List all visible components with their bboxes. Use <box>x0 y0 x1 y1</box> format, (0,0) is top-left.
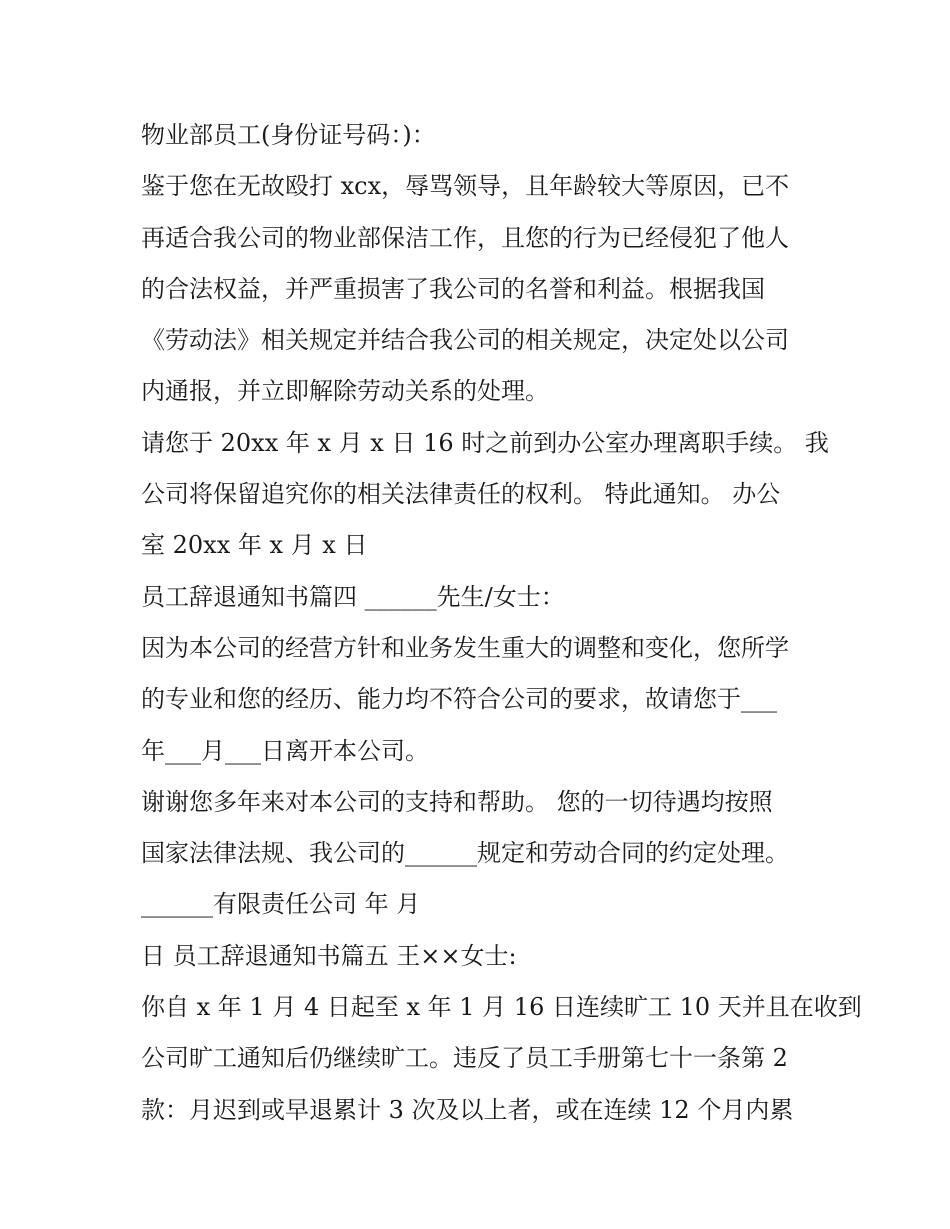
text-line: 物业部员工(身份证号码：)： <box>141 121 436 149</box>
section-heading: 日 员工辞退通知书篇五 王××女士: <box>141 941 517 970</box>
text-line: 公司旷工通知后仍继续旷工。违反了员工手册第七十一条第 2 <box>141 1044 788 1073</box>
text-line: 内通报，并立即解除劳动关系的处理。 <box>141 377 549 406</box>
text-line: 你自 x 年 1 月 4 日起至 x 年 1 月 16 日连续旷工 10 天并且在收到 <box>141 993 862 1022</box>
text-line: ______有限责任公司 年 月 <box>141 890 421 919</box>
text-line: 《劳动法》相关规定并结合我公司的相关规定，决定处以公司 <box>141 326 789 355</box>
text-line: 年___月___日离开本公司。 <box>141 736 429 765</box>
text-line: 公司将保留追究你的相关法律责任的权利。 特此通知。 办公 <box>141 480 781 509</box>
text-line: 国家法律法规、我公司的______规定和劳动合同的约定处理。 <box>141 839 789 868</box>
text-line: 谢谢您多年来对本公司的支持和帮助。 您的一切待遇均按照 <box>141 787 773 816</box>
text-line: 鉴于您在无故殴打 xcx，辱骂领导，且年龄较大等原因，已不 <box>141 172 790 201</box>
text-line: 的专业和您的经历、能力均不符合公司的要求，故请您于___ <box>141 685 777 714</box>
text-line: 再适合我公司的物业部保洁工作，且您的行为已经侵犯了他人 <box>141 223 789 252</box>
text-line: 因为本公司的经营方针和业务发生重大的调整和变化，您所学 <box>141 633 789 662</box>
text-line: 的合法权益，并严重损害了我公司的名誉和利益。根据我国 <box>141 274 765 303</box>
section-heading: 员工辞退通知书篇四 ______先生/女士： <box>141 582 565 611</box>
text-line: 请您于 20xx 年 x 月 x 日 16 时之前到办公室办理离职手续。 我 <box>141 428 829 457</box>
text-line: 室 20xx 年 x 月 x 日 <box>141 531 368 560</box>
text-line: 款：月迟到或早退累计 3 次及以上者，或在连续 12 个月内累 <box>141 1095 794 1124</box>
document-body <box>141 110 862 1136</box>
